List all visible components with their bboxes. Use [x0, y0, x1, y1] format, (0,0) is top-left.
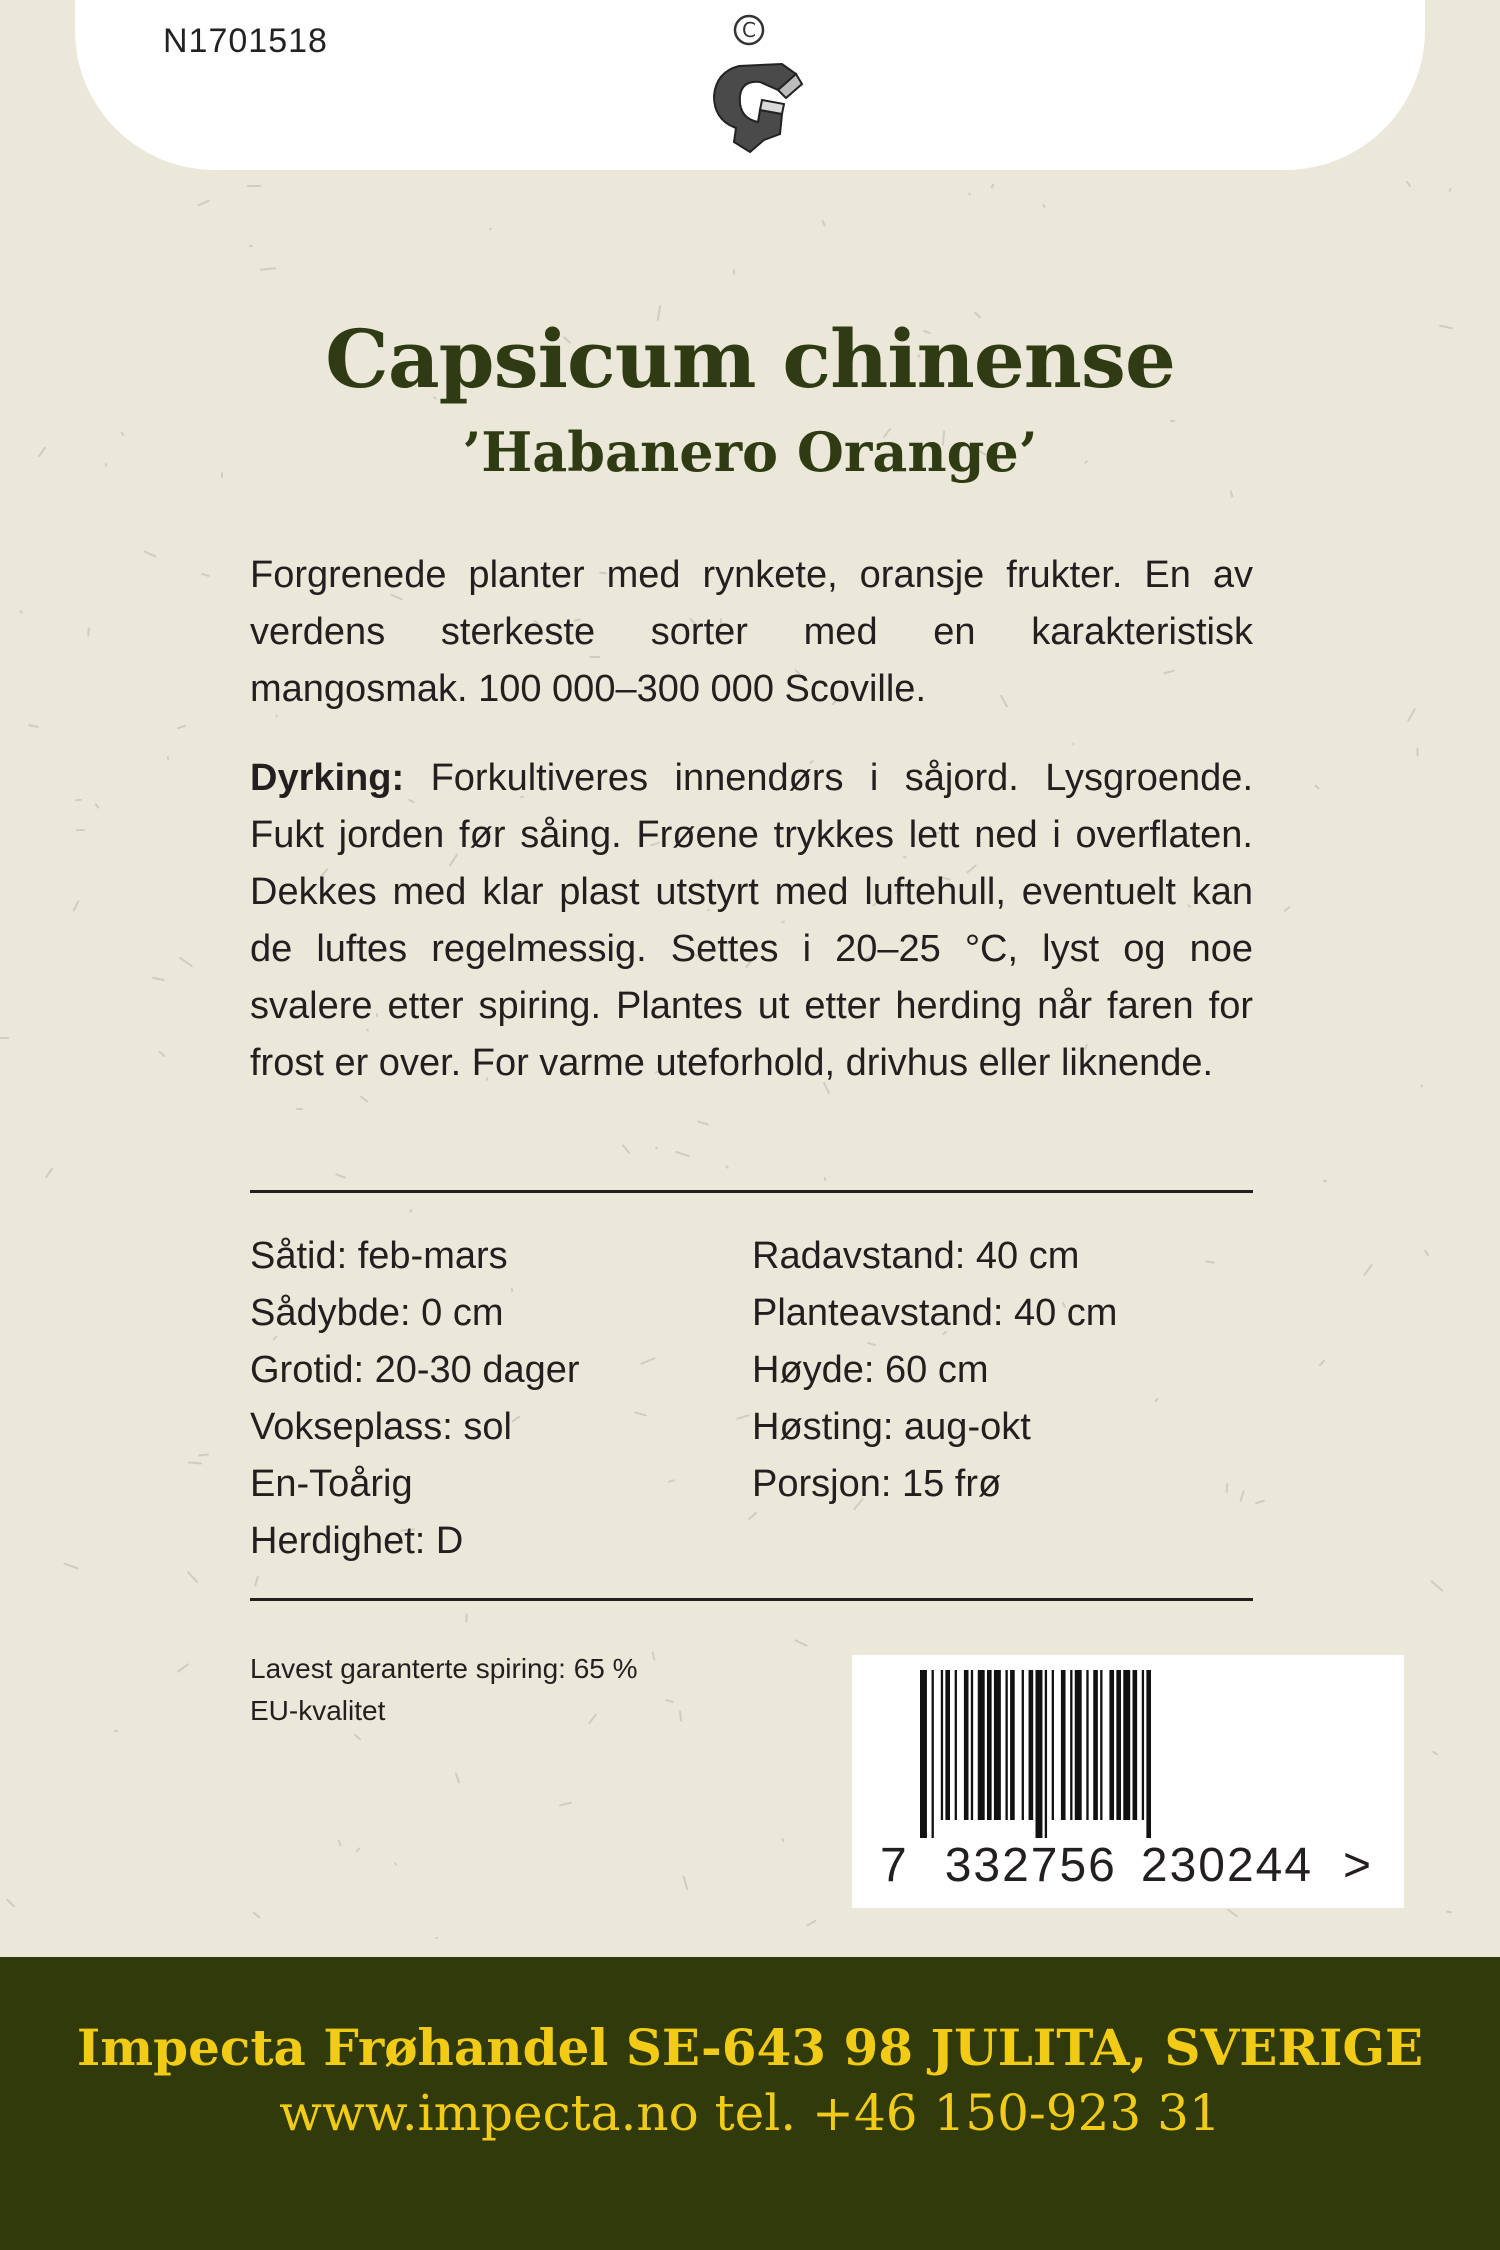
paper-fleck: [1323, 1179, 1327, 1183]
paper-fleck: [1042, 204, 1046, 208]
barcode-bar: [945, 1670, 950, 1820]
paper-fleck: [455, 1772, 460, 1783]
fact-harvest: Høsting: aug-okt: [752, 1406, 1031, 1448]
barcode-bar: [1029, 1670, 1034, 1820]
paper-fleck: [991, 183, 995, 188]
fact-lifecycle: En-Toårig: [250, 1463, 413, 1505]
barcode-bar: [932, 1670, 934, 1838]
paper-fleck: [355, 1847, 360, 1853]
impecta-logo-icon: [694, 10, 814, 160]
paper-fleck: [652, 1651, 656, 1660]
paper-fleck: [201, 573, 210, 577]
paper-fleck: [63, 1562, 79, 1569]
barcode-bar: [1146, 1670, 1151, 1838]
paper-fleck: [1314, 784, 1320, 790]
fact-row-spacing: Radavstand: 40 cm: [752, 1235, 1080, 1277]
paper-fleck: [197, 199, 210, 206]
paper-fleck: [337, 1839, 341, 1846]
description-paragraph: Forgrenede planter med rynkete, oransje frukter. En av verdens sterkeste sorter med en karakteristisk mangosmak. 100 000–300 000 Scoville.: [250, 554, 1253, 710]
germination-guarantee: Lavest garanterte spiring: 65 %: [250, 1653, 638, 1684]
divider-top: [250, 1190, 1253, 1193]
paper-fleck: [1072, 742, 1074, 745]
paper-fleck: [736, 1414, 750, 1420]
paper-fleck: [1227, 1908, 1239, 1917]
barcode-bar: [1123, 1670, 1130, 1820]
paper-fleck: [94, 803, 99, 809]
paper-fleck: [1255, 1500, 1265, 1505]
paper-fleck: [559, 1801, 572, 1806]
paper-fleck: [621, 1144, 630, 1154]
paper-fleck: [166, 756, 169, 760]
paper-fleck: [177, 1663, 190, 1673]
paper-fleck: [394, 1862, 397, 1866]
barcode-bar: [978, 1670, 985, 1820]
paper-fleck: [655, 1146, 659, 1149]
paper-fleck: [697, 1120, 709, 1125]
fact-hardiness: Herdighet: D: [250, 1520, 464, 1562]
divider-bottom: [250, 1598, 1253, 1601]
paper-fleck: [1363, 1264, 1373, 1276]
barcode-bar: [1086, 1670, 1088, 1820]
barcode-bar: [1022, 1670, 1024, 1820]
paper-fleck: [634, 1411, 647, 1416]
paper-fleck: [1205, 1260, 1215, 1264]
barcode-bar: [1070, 1670, 1072, 1820]
paper-fleck: [6, 1898, 15, 1907]
paper-fleck: [1239, 1490, 1244, 1502]
paper-fleck: [72, 900, 79, 912]
barcode-group-2: 230244: [1140, 1839, 1314, 1892]
barcode-bar: [1036, 1670, 1043, 1838]
barcode-number: [880, 1838, 1373, 1893]
paper-fleck: [968, 192, 972, 195]
barcode-bar: [964, 1670, 969, 1820]
paper-fleck: [247, 185, 261, 187]
paper-fleck: [188, 1461, 202, 1464]
barcode-bar: [1133, 1670, 1138, 1820]
paper-fleck: [806, 1919, 816, 1926]
paper-fleck: [821, 219, 826, 226]
barcode-bar: [994, 1670, 1001, 1820]
paper-fleck: [668, 1479, 675, 1483]
barcode-bar: [987, 1670, 992, 1820]
paper-fleck: [435, 1937, 438, 1939]
company-contact: www.impecta.no tel. +46 150-923 31: [279, 2084, 1221, 2142]
paper-fleck: [1424, 1249, 1429, 1256]
cultivation-label: Dyrking:: [250, 757, 405, 799]
barcode-bar: [1093, 1670, 1098, 1820]
paper-fleck: [152, 977, 165, 982]
paper-fleck: [353, 1733, 361, 1741]
barcode-bar: [1052, 1670, 1054, 1820]
paper-fleck: [1230, 490, 1234, 497]
barcode-bar: [1142, 1670, 1144, 1820]
paper-fleck: [1430, 1580, 1443, 1592]
fact-plant-spacing: Planteavstand: 40 cm: [752, 1292, 1118, 1334]
paper-fleck: [794, 1639, 807, 1647]
fact-germination-time: Grotid: 20-30 dager: [250, 1349, 580, 1391]
paper-fleck: [335, 1173, 346, 1179]
paper-fleck: [114, 1730, 118, 1733]
barcode-bar: [1005, 1670, 1007, 1820]
paper-fleck: [823, 1177, 826, 1181]
fact-sowing-depth: Sådybde: 0 cm: [250, 1292, 504, 1334]
fact-sowing-time: Såtid: feb-mars: [250, 1235, 508, 1277]
paper-fleck: [0, 1037, 9, 1039]
paper-fleck: [359, 1095, 368, 1103]
paper-fleck: [781, 1838, 785, 1842]
paper-fleck: [75, 799, 82, 802]
paper-fleck: [1283, 906, 1291, 913]
barcode-bar: [920, 1670, 927, 1838]
barcode-bar: [1061, 1670, 1066, 1820]
product-code: N1701518: [163, 22, 328, 60]
eu-quality: EU-kvalitet: [250, 1695, 386, 1726]
cultivation-text: Forkultiveres innendørs i såjord. Lysgroende. Fukt jorden før såing. Frøene trykkes lett ned i overflaten. Dekkes med klar plast utstyrt med luftehull, eventuelt kan de luftes regelmessig. Settes i 20–25 °C, lyst og noe svalere etter spiring. Plantes ut etter herding når faren for frost er over. For varme uteforhold, drivhus eller liknende.: [250, 757, 1253, 1084]
paper-fleck: [675, 1151, 690, 1158]
barcode-bar: [941, 1670, 943, 1820]
paper-fleck: [1407, 708, 1416, 722]
barcode-bar: [1100, 1670, 1102, 1820]
paper-fleck: [249, 245, 253, 247]
paper-fleck: [45, 1167, 53, 1178]
company-address: Impecta Frøhandel SE-643 98 JULITA, SVERIGE: [76, 2018, 1424, 2077]
barcode-group-1: 332756: [944, 1839, 1117, 1892]
barcode-arrow: >: [1343, 1839, 1374, 1892]
paper-fleck: [679, 1710, 682, 1721]
barcode-bar: [971, 1670, 973, 1820]
paper-fleck: [725, 1165, 729, 1169]
facts-right-column: [752, 1228, 1117, 1513]
barcode-bar: [1116, 1670, 1121, 1820]
barcode-icon: [918, 1670, 1338, 1838]
paper-fleck: [1420, 1084, 1423, 1088]
paper-fleck: [296, 1108, 303, 1110]
paper-fleck: [19, 610, 23, 614]
paper-fleck: [1416, 747, 1418, 756]
barcode-bar: [1109, 1670, 1114, 1820]
fact-height: Høyde: 60 cm: [752, 1349, 989, 1391]
paper-fleck: [1432, 1751, 1438, 1756]
paper-fleck: [1319, 1359, 1326, 1366]
facts-left-column: [250, 1228, 580, 1570]
paper-fleck: [87, 627, 90, 636]
paper-fleck: [187, 1571, 199, 1583]
paper-fleck: [465, 1613, 467, 1622]
barcode-bar: [955, 1670, 957, 1820]
svg-text:C: C: [742, 18, 756, 42]
barcode-bar: [1045, 1670, 1047, 1838]
paper-fleck: [76, 829, 85, 831]
barcode-first-digit: 7: [880, 1839, 909, 1892]
paper-fleck: [143, 550, 157, 558]
paper-fleck: [179, 957, 193, 968]
paper-fleck: [640, 1357, 656, 1365]
latin-name-title: Capsicum chinense: [325, 312, 1175, 406]
paper-fleck: [1406, 181, 1412, 188]
variety-subtitle: ’Habanero Orange’: [462, 420, 1038, 484]
paper-fleck: [665, 1699, 674, 1703]
paper-fleck: [682, 1876, 688, 1891]
paper-fleck: [1446, 1910, 1452, 1913]
paper-fleck: [254, 1575, 259, 1586]
fact-portion: Porsjon: 15 frø: [752, 1463, 1002, 1505]
paper-fleck: [252, 1911, 260, 1918]
paper-fleck: [733, 269, 735, 275]
paper-fleck: [1448, 188, 1451, 192]
paper-fleck: [489, 227, 493, 231]
barcode-bar: [1075, 1670, 1082, 1820]
paper-fleck: [588, 1713, 597, 1725]
paper-fleck: [28, 724, 39, 728]
fact-location: Vokseplass: sol: [250, 1406, 512, 1448]
paper-fleck: [1154, 1397, 1159, 1402]
barcode-bar: [1010, 1670, 1015, 1820]
cultivation-paragraph: [250, 750, 1253, 1092]
paper-fleck: [158, 1051, 165, 1058]
paper-fleck: [260, 267, 276, 271]
paper-fleck: [1226, 1483, 1229, 1493]
paper-fleck: [198, 1453, 209, 1456]
paper-fleck: [409, 1209, 413, 1213]
paper-fleck: [177, 725, 186, 730]
